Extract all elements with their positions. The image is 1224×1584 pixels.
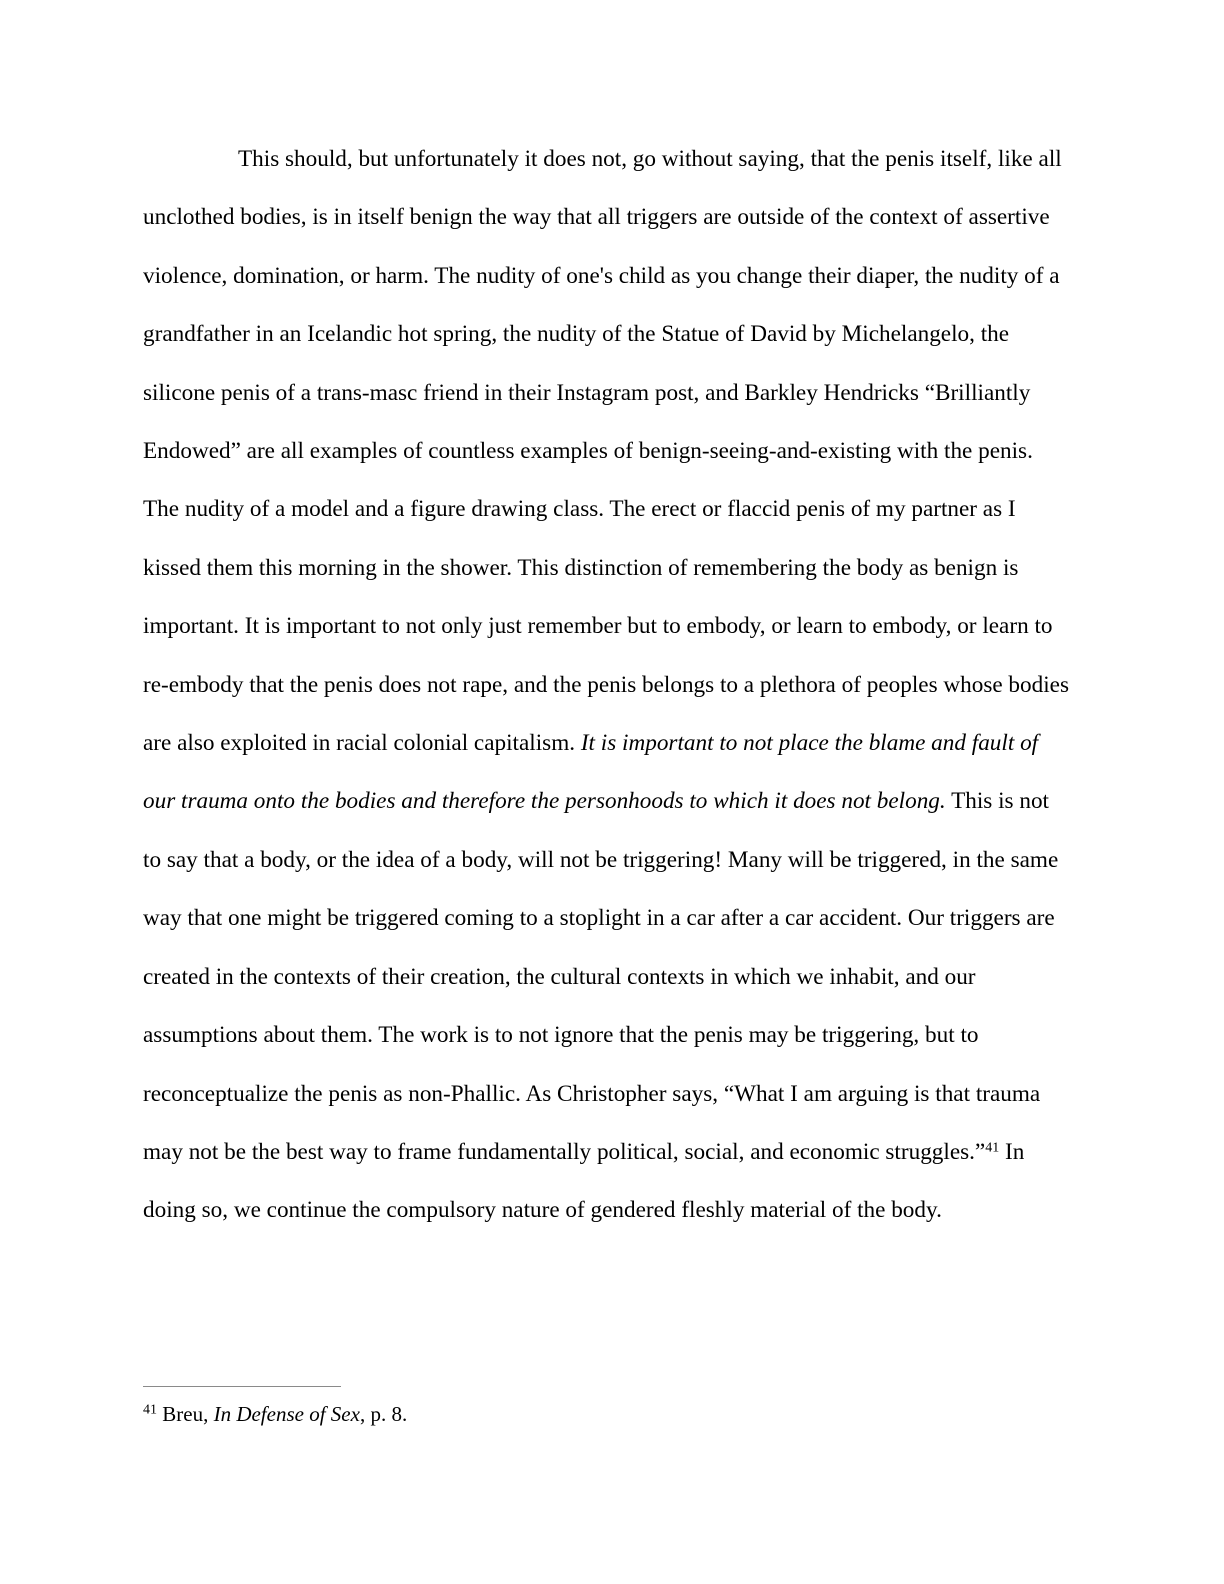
paragraph-text-part-1: This should, but unfortunately it does not, go without saying, that the penis itself, like all unclothed bodies, is in itself benign the way that all triggers are outside of the context of assertive violence, domination, or harm. The nudity of one's child as you change their diaper, the nudity of a grandfather in an Icelandic hot spring, the nudity of the Statue of David by Michelangelo, the silicone penis of a trans-masc friend in their Instagram post, and Barkley Hendricks “Brilliantly Endowed” are all examples of countless examples of benign-seeing-and-existing with the penis. The nudity of a model and a figure drawing class. The erect or flaccid penis of my partner as I kissed them this morning in the shower. This distinction of remembering the body as benign is important. It is important to not only just remember but to embody, or learn to embody, or learn to re-embody that the penis does not rape, and the penis belongs to a plethora of peoples whose bodies are also exploited in racial colonial capitalism. <box>143 146 1069 757</box>
paragraph-text-part-3: In doing so, we continue the compulsory nature of gendered fleshly material of the body. <box>143 1138 1025 1224</box>
footnote-reference[interactable]: 41 <box>985 1140 1000 1156</box>
footnote-author: Breu, <box>157 1402 214 1426</box>
footnote-separator <box>143 1386 341 1387</box>
footnote-number: 41 <box>143 1402 157 1418</box>
footnote <box>143 1400 1043 1428</box>
footnote-title: In Defense of Sex <box>213 1402 360 1426</box>
footnote-page: , p. 8. <box>359 1402 408 1426</box>
body-paragraph <box>143 130 1071 1240</box>
paragraph-text-part-2: This is not to say that a body, or the idea of a body, will not be triggering! Many will be triggered, in the same way that one might be triggered coming to a stoplight in a car after a car accident. Our triggers are created in the contexts of their creation, the cultural contexts in which we inhabit, and our assumptions about them. The work is to not ignore that the penis may be triggering, but to reconceptualize the penis as non-Phallic. As Christopher says, “What I am arguing is that trauma may not be the best way to frame fundamentally political, social, and economic struggles.” <box>143 788 1059 1165</box>
paragraph-italic-sentence: It is important to not place the blame and fault of our trauma onto the bodies and therefore the personhoods to which it does not belong. <box>143 730 1039 815</box>
